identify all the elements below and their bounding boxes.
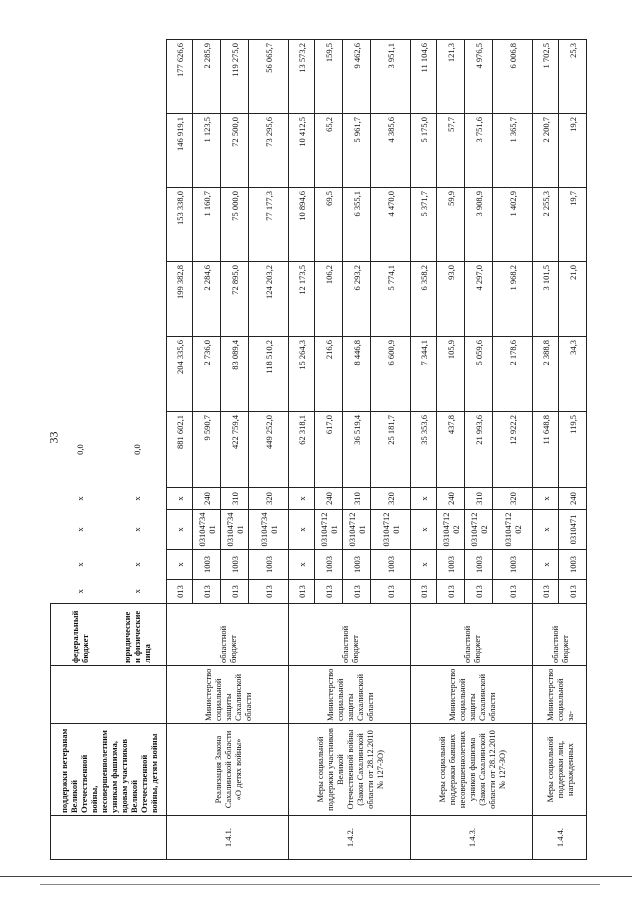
rz-cell: 1003 xyxy=(559,550,587,580)
grbs-cell: 013 xyxy=(437,580,465,604)
vr-cell: 320 xyxy=(249,488,289,510)
rz-cell: х xyxy=(411,550,437,580)
value-cell: 72 500,0 xyxy=(221,114,249,188)
row-executor: Министерство социальной защиты Сахалинской области xyxy=(411,666,533,724)
empty-cell xyxy=(109,262,167,337)
csr-cell: 0310473401 xyxy=(193,510,221,550)
value-cell: 2 284,6 xyxy=(193,262,221,337)
grbs-cell: 013 xyxy=(221,580,249,604)
rz-cell: х xyxy=(167,550,193,580)
value-cell: 9 590,7 xyxy=(193,412,221,488)
value-cell: 56 065,7 xyxy=(249,40,289,114)
value-cell: 2 388,8 xyxy=(533,337,559,412)
value-cell: 57,7 xyxy=(437,114,465,188)
row-number: 1.4.3. xyxy=(411,816,533,860)
value-cell: 159,5 xyxy=(315,40,343,114)
value-cell: 106,2 xyxy=(315,262,343,337)
row-executor: Министерство социальной защиты Сахалинской области xyxy=(289,666,411,724)
csr-cell: 0310471201 xyxy=(343,510,371,550)
value-cell: 2 178,6 xyxy=(493,337,533,412)
csr-cell: х xyxy=(533,510,559,550)
value-cell: 3 951,1 xyxy=(371,40,411,114)
row-name: Реализация Закона Сахалинской области «О детях войны» xyxy=(167,724,289,816)
value-cell: 35 353,6 xyxy=(411,412,437,488)
value-cell: 8 446,8 xyxy=(343,337,371,412)
grbs-cell: 013 xyxy=(493,580,533,604)
value-cell: 2 200,7 xyxy=(533,114,559,188)
value-cell: 177 626,6 xyxy=(167,40,193,114)
empty-cell xyxy=(51,40,109,114)
value-cell: 73 295,6 xyxy=(249,114,289,188)
value-cell: 422 759,4 xyxy=(221,412,249,488)
vr-cell: 310 xyxy=(221,488,249,510)
rz-cell: 1003 xyxy=(343,550,371,580)
grbs-cell: 013 xyxy=(533,580,559,604)
value-cell: 4 297,0 xyxy=(465,262,493,337)
value-cell: 65,2 xyxy=(315,114,343,188)
top-legal-mark-rz: х xyxy=(132,562,143,567)
value-cell: 119 275,0 xyxy=(221,40,249,114)
value-cell: 93,0 xyxy=(437,262,465,337)
value-cell: 4 976,5 xyxy=(465,40,493,114)
top-fed-mark-vr: х xyxy=(74,496,85,501)
value-cell: 21 993,6 xyxy=(465,412,493,488)
empty-cell xyxy=(51,188,109,262)
grbs-cell: 013 xyxy=(249,580,289,604)
table-row xyxy=(411,40,437,860)
grbs-cell: 013 xyxy=(315,580,343,604)
value-cell: 4 470,0 xyxy=(371,188,411,262)
value-cell: 13 573,2 xyxy=(289,40,315,114)
value-cell: 11 648,8 xyxy=(533,412,559,488)
value-cell: 105,9 xyxy=(437,337,465,412)
empty-cell xyxy=(109,114,167,188)
value-cell: 124 203,2 xyxy=(249,262,289,337)
vr-cell: 310 xyxy=(343,488,371,510)
empty-cell xyxy=(109,337,167,412)
rz-cell: 1003 xyxy=(371,550,411,580)
value-cell: 121,3 xyxy=(437,40,465,114)
vr-cell: 320 xyxy=(371,488,411,510)
value-cell: 6 600,9 xyxy=(371,337,411,412)
empty-cell xyxy=(51,337,109,412)
value-cell: 1 123,5 xyxy=(193,114,221,188)
csr-cell: 0310471 xyxy=(559,510,587,550)
empty-cell xyxy=(51,114,109,188)
value-cell: 6 355,1 xyxy=(343,188,371,262)
rz-cell: 1003 xyxy=(315,550,343,580)
value-cell: 199 382,8 xyxy=(167,262,193,337)
value-cell: 77 177,3 xyxy=(249,188,289,262)
table-row xyxy=(289,40,315,860)
value-cell: 3 751,6 xyxy=(465,114,493,188)
csr-cell: 0310471202 xyxy=(465,510,493,550)
csr-cell: 0310471201 xyxy=(371,510,411,550)
vr-cell: 240 xyxy=(315,488,343,510)
value-cell: 19,7 xyxy=(559,188,587,262)
value-cell: 437,8 xyxy=(437,412,465,488)
vr-cell: 240 xyxy=(193,488,221,510)
value-cell: 69,5 xyxy=(315,188,343,262)
value-cell: 36 519,4 xyxy=(343,412,371,488)
value-cell: 3 908,9 xyxy=(465,188,493,262)
value-cell: 119,5 xyxy=(559,412,587,488)
value-cell: 15 264,3 xyxy=(289,337,315,412)
rotated-table-wrapper xyxy=(50,40,610,860)
table-row xyxy=(167,40,193,860)
value-cell: 118 510,2 xyxy=(249,337,289,412)
top-executor-cell xyxy=(51,666,167,724)
value-cell: 3 101,5 xyxy=(533,262,559,337)
row-source: областной бюджет xyxy=(289,604,411,666)
grbs-cell: 013 xyxy=(411,580,437,604)
grbs-cell: 013 xyxy=(289,580,315,604)
row-source: областной бюджет xyxy=(167,604,289,666)
csr-cell: 0310471201 xyxy=(315,510,343,550)
table-row xyxy=(51,40,109,860)
value-cell: 19,2 xyxy=(559,114,587,188)
row-source: областной бюджет xyxy=(533,604,587,666)
rz-cell: 1003 xyxy=(493,550,533,580)
top-legal-mark-vr: х xyxy=(132,496,143,501)
vr-cell: 310 xyxy=(465,488,493,510)
empty-cell xyxy=(109,188,167,262)
grbs-cell: 013 xyxy=(465,580,493,604)
top-legal-mark-grbs: х xyxy=(132,589,143,594)
empty-cell xyxy=(109,40,167,114)
value-cell: 75 000,0 xyxy=(221,188,249,262)
top-legal-value: 0,0 xyxy=(132,444,143,455)
value-cell: 59,9 xyxy=(437,188,465,262)
top-legal-mark-csr: х xyxy=(132,527,143,532)
table-body xyxy=(51,40,587,860)
value-cell: 25 181,7 xyxy=(371,412,411,488)
rz-cell: х xyxy=(289,550,315,580)
vr-cell: 320 xyxy=(493,488,533,510)
value-cell: 881 602,1 xyxy=(167,412,193,488)
top-fed-value: 0,0 xyxy=(74,444,85,455)
page-number: 33 xyxy=(46,431,61,444)
top-fed-mark-grbs: х xyxy=(74,589,85,594)
vr-cell: 240 xyxy=(437,488,465,510)
table-row xyxy=(533,40,559,860)
row-source: областной бюджет xyxy=(411,604,533,666)
bottom-rule xyxy=(0,876,632,877)
value-cell: 5 371,7 xyxy=(411,188,437,262)
value-cell: 72 895,0 xyxy=(221,262,249,337)
vr-cell: 240 xyxy=(559,488,587,510)
vr-cell: х xyxy=(167,488,193,510)
value-cell: 5 774,1 xyxy=(371,262,411,337)
value-cell: 1 968,2 xyxy=(493,262,533,337)
row-name: Меры социальной поддержки участников Великой Отечественной войны (Закон Сахалинской области от 28.12.2010 № 127-ЗО) xyxy=(289,724,411,816)
csr-cell: х xyxy=(289,510,315,550)
csr-cell: х xyxy=(411,510,437,550)
row-number: 1.4.1. xyxy=(167,816,289,860)
value-cell: 1 702,5 xyxy=(533,40,559,114)
top-fin-fed: федеральный бюджет xyxy=(51,604,109,666)
value-cell: 5 961,7 xyxy=(343,114,371,188)
value-cell: 5 059,6 xyxy=(465,337,493,412)
empty-cell xyxy=(51,262,109,337)
row-number: 1.4.2. xyxy=(289,816,411,860)
row-executor: Министерство социальной защиты Сахалинской области xyxy=(167,666,289,724)
value-cell: 1 160,7 xyxy=(193,188,221,262)
vr-cell: х xyxy=(533,488,559,510)
value-cell: 2 285,9 xyxy=(193,40,221,114)
top-fin-legal: юридические и физические лица xyxy=(109,604,167,666)
value-cell: 146 919,1 xyxy=(167,114,193,188)
value-cell: 6 358,2 xyxy=(411,262,437,337)
grbs-cell: 013 xyxy=(193,580,221,604)
rz-cell: 1003 xyxy=(437,550,465,580)
value-cell: 34,3 xyxy=(559,337,587,412)
value-cell: 62 318,1 xyxy=(289,412,315,488)
value-cell: 216,6 xyxy=(315,337,343,412)
value-cell: 12 173,5 xyxy=(289,262,315,337)
top-fed-mark-rz: х xyxy=(74,562,85,567)
row-name: Меры социальной поддержки бывших несовершеннолетних узников фашизма (Закон Сахалинской области от 28.12.2010 № 127-ЗО) xyxy=(411,724,533,816)
csr-cell: х xyxy=(167,510,193,550)
rz-cell: 1003 xyxy=(221,550,249,580)
value-cell: 1 402,9 xyxy=(493,188,533,262)
vr-cell: х xyxy=(289,488,315,510)
rz-cell: 1003 xyxy=(249,550,289,580)
bottom-rule-secondary xyxy=(40,884,600,885)
vr-cell: х xyxy=(411,488,437,510)
value-cell: 83 089,4 xyxy=(221,337,249,412)
rz-cell: 1003 xyxy=(465,550,493,580)
grbs-cell: 013 xyxy=(167,580,193,604)
value-cell: 21,0 xyxy=(559,262,587,337)
rz-cell: х xyxy=(533,550,559,580)
csr-cell: 0310471202 xyxy=(437,510,465,550)
value-cell: 9 462,6 xyxy=(343,40,371,114)
value-cell: 7 344,1 xyxy=(411,337,437,412)
grbs-cell: 013 xyxy=(343,580,371,604)
row-name: Меры социальной поддержки лиц, награжденных xyxy=(533,724,587,816)
value-cell: 2 736,0 xyxy=(193,337,221,412)
row-executor: Министерство социальной за- xyxy=(533,666,587,724)
value-cell: 4 385,6 xyxy=(371,114,411,188)
value-cell: 6 006,8 xyxy=(493,40,533,114)
budget-table xyxy=(50,39,587,860)
top-number-cell xyxy=(51,816,167,860)
value-cell: 2 255,3 xyxy=(533,188,559,262)
value-cell: 25,3 xyxy=(559,40,587,114)
csr-cell: 0310473401 xyxy=(221,510,249,550)
grbs-cell: 013 xyxy=(371,580,411,604)
grbs-cell: 013 xyxy=(559,580,587,604)
csr-cell: 0310473401 xyxy=(249,510,289,550)
value-cell: 6 293,2 xyxy=(343,262,371,337)
value-cell: 10 412,5 xyxy=(289,114,315,188)
value-cell: 449 252,0 xyxy=(249,412,289,488)
row-number: 1.4.4. xyxy=(533,816,587,860)
value-cell: 1 365,7 xyxy=(493,114,533,188)
value-cell: 12 922,2 xyxy=(493,412,533,488)
top-fed-mark-csr: х xyxy=(74,527,85,532)
value-cell: 617,0 xyxy=(315,412,343,488)
top-name-cell: поддержки ветеранам Великой Отечественной войны, несовершеннолетним узникам фашизма, вдовам участников Великой Отечественной войны, детям войны xyxy=(51,724,167,816)
value-cell: 11 104,6 xyxy=(411,40,437,114)
value-cell: 204 335,6 xyxy=(167,337,193,412)
value-cell: 5 175,0 xyxy=(411,114,437,188)
csr-cell: 0310471202 xyxy=(493,510,533,550)
value-cell: 153 338,0 xyxy=(167,188,193,262)
rz-cell: 1003 xyxy=(193,550,221,580)
value-cell: 10 894,6 xyxy=(289,188,315,262)
